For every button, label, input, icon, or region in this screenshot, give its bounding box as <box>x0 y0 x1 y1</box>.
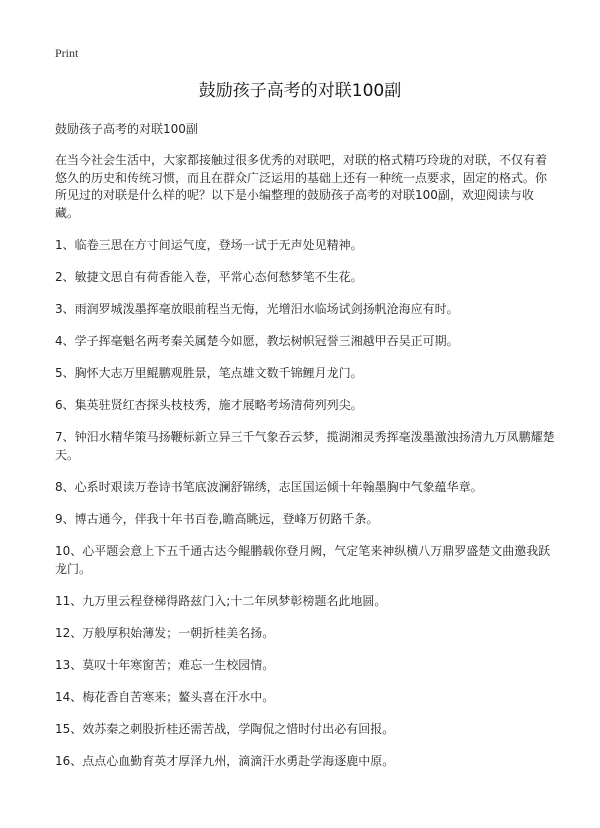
couplet-item: 12、万般厚积始薄发；一朝折桂美名扬。 <box>55 626 275 640</box>
couplet-item: 4、学子挥毫魁名两考秦关属楚今如愿，教坛树帜冠誉三湘越甲吞吴正可期。 <box>55 334 459 348</box>
couplet-item: 5、胸怀大志万里鲲鹏观胜景，笔点雄文数千锦鲤月龙门。 <box>55 366 363 380</box>
intro-paragraph: 在当今社会生活中，大家都接触过很多优秀的对联吧，对联的格式精巧玲珑的对联，不仅有着悠久的历史和传统习惯，而且在群众广泛运用的基础上还有一种统一点要求，固定的格式。你所见过的对联是什么样的呢？以下是小编整理的鼓励孩子高考的对联100副，欢迎阅读与收藏。 <box>55 153 548 220</box>
couplet-item: 2、敏捷文思自有荷香能入卷，平常心态何愁梦笔不生花。 <box>55 270 363 284</box>
couplet-item: 11、九万里云程登梯得路兹门入;十二年夙梦彰榜题名此地圆。 <box>55 594 387 608</box>
page-title: 鼓励孩子高考的对联100副 <box>198 81 402 101</box>
couplet-item: 16、点点心血勤育英才厚泽九州，滴滴汗水勇赴学海逐鹿中原。 <box>55 754 395 768</box>
couplet-list <box>55 236 555 770</box>
article-body <box>55 120 555 784</box>
couplet-item: 9、博古通今，伴我十年书百卷,瞻高眺远，登峰万仞路千条。 <box>55 512 379 526</box>
couplet-item: 6、集英驻贤红杏探头枝枝秀，施才展略考场清荷列列尖。 <box>55 398 363 412</box>
couplet-item: 13、莫叹十年寒窗苦；难忘一生校园情。 <box>55 658 275 672</box>
couplet-item: 14、梅花香自苦寒来；鳌头喜在汗水中。 <box>55 690 275 704</box>
couplet-item: 1、临卷三思在方寸间运气度，登场一试于无声处见精神。 <box>55 238 363 252</box>
couplet-item: 3、雨润罗城泼墨挥毫放眼前程当无悔，光增汨水临场试剑扬帆沧海应有时。 <box>55 302 459 316</box>
article-subtitle: 鼓励孩子高考的对联100副 <box>55 122 198 136</box>
couplet-item: 8、心系时艰读万卷诗书笔底波澜舒锦绣，志匡国运倾十年翰墨胸中气象蕴华章。 <box>55 480 483 494</box>
couplet-item: 15、效苏秦之刺股折桂还需苦战，学陶侃之惜时付出必有回报。 <box>55 722 395 736</box>
couplet-item: 10、心平题会意上下五千通古达今鲲鹏载你登月阙，气定笔来神纵横八万鼎罗盛楚文曲邀我跃龙门。 <box>55 544 551 576</box>
print-link[interactable]: Print <box>55 46 79 60</box>
couplet-item: 7、钟汨水精华策马扬鞭标新立异三千气象吞云梦，揽湖湘灵秀挥毫泼墨激浊扬清九万凤鹏耀楚天。 <box>55 430 555 462</box>
